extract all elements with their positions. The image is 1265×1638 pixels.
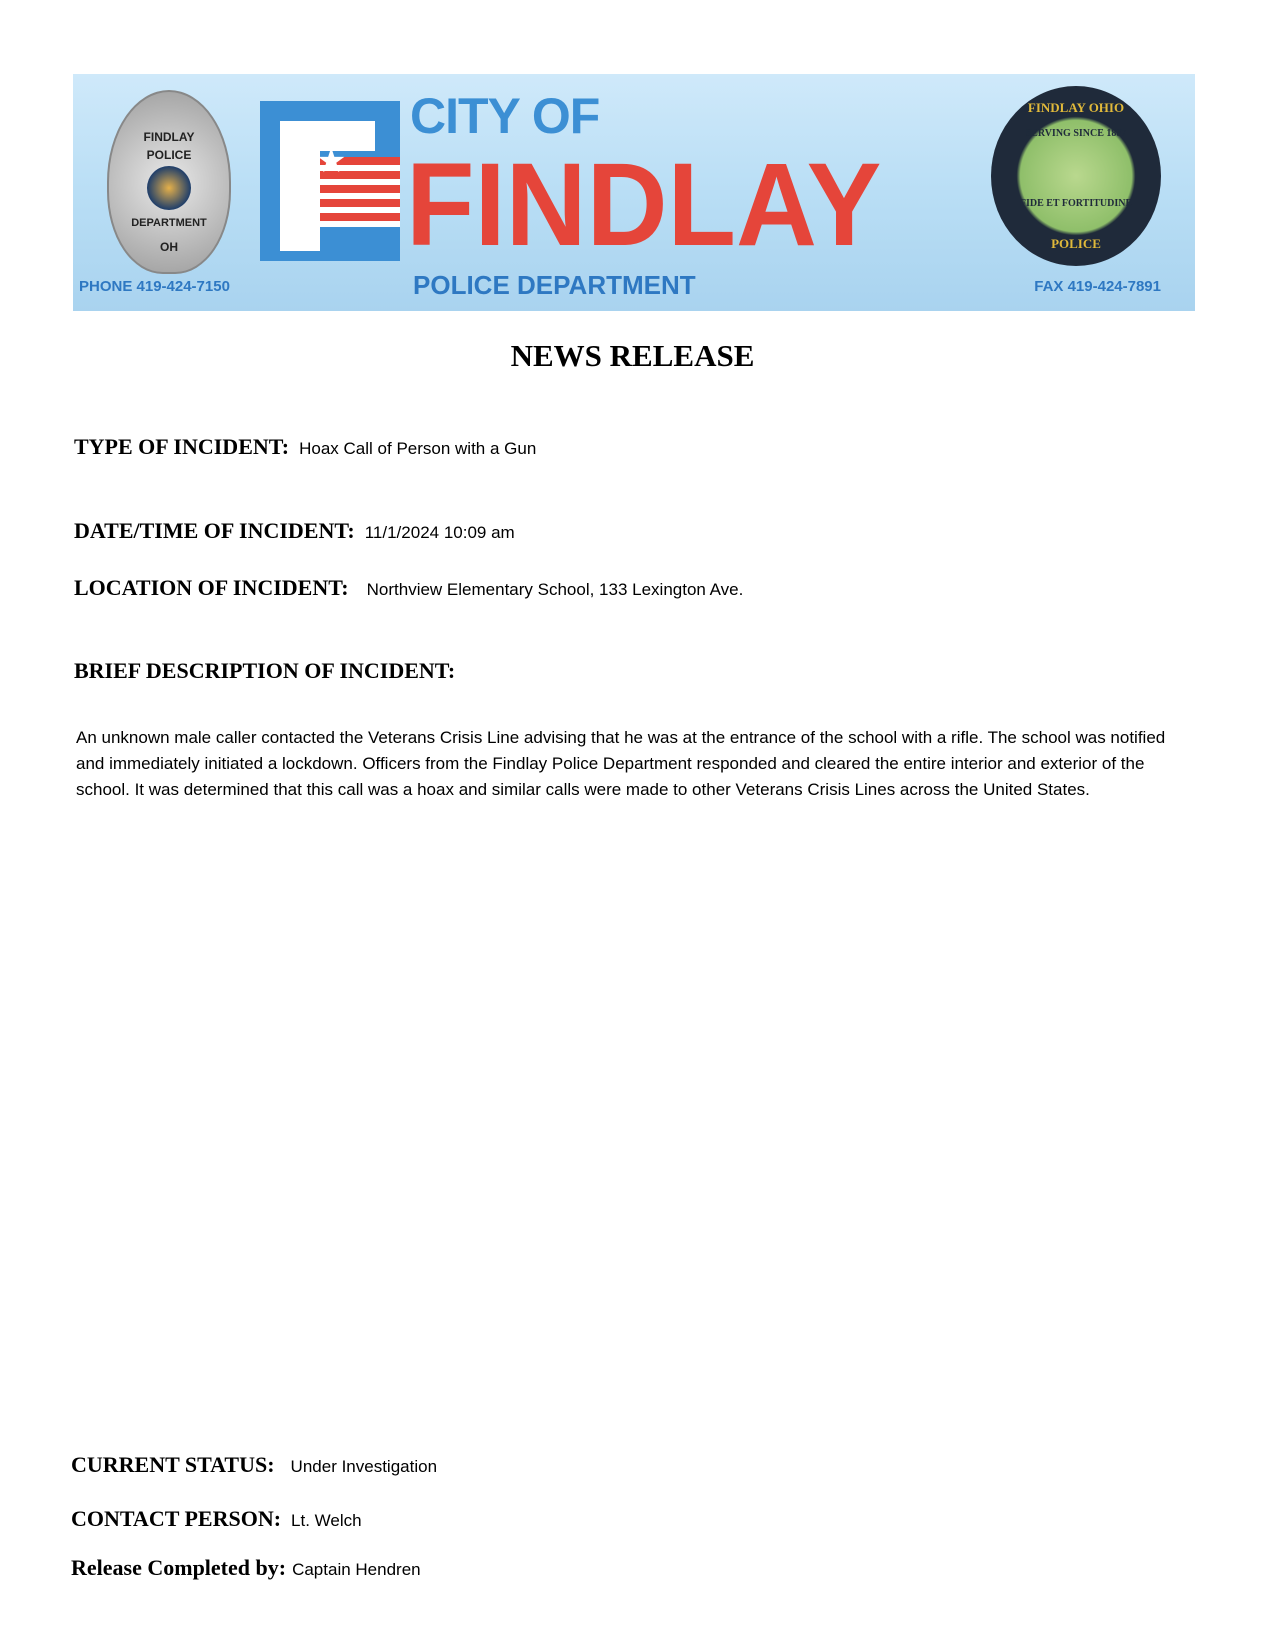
patch-text: SERVING SINCE 1887 <box>1025 128 1127 139</box>
police-badge-logo <box>107 90 231 274</box>
current-status-row <box>71 1452 437 1478</box>
city-f-flag-logo: ★ <box>260 101 400 261</box>
datetime-row <box>74 518 515 544</box>
contact-person-row <box>71 1506 362 1532</box>
fax-number: FAX 419-424-7891 <box>1034 278 1161 295</box>
badge-text: DEPARTMENT <box>131 217 207 229</box>
ohio-seal-icon <box>147 166 191 210</box>
field-label: TYPE OF INCIDENT: <box>74 434 290 459</box>
field-label: DATE/TIME OF INCIDENT: <box>74 518 355 543</box>
brief-description-heading <box>74 658 455 684</box>
patch-text: FINDLAY OHIO <box>1027 100 1125 115</box>
badge-text: FINDLAY <box>143 130 195 144</box>
badge-text: POLICE <box>146 148 192 162</box>
field-label: LOCATION OF INCIDENT: <box>74 575 349 600</box>
findlay-wordmark: FINDLAY <box>406 139 882 271</box>
field-value: 11/1/2024 10:09 am <box>364 523 515 542</box>
field-value: Lt. Welch <box>291 1511 362 1530</box>
field-label: BRIEF DESCRIPTION OF INCIDENT: <box>74 658 456 683</box>
city-of-text: CITY OF <box>410 88 600 144</box>
field-label: Release Completed by: <box>71 1555 287 1580</box>
field-label: CURRENT STATUS: <box>71 1452 275 1477</box>
type-of-incident-row <box>74 434 536 460</box>
patch-text: FIDE ET FORTITUDINE <box>1019 198 1133 209</box>
police-patch-logo <box>991 86 1161 266</box>
field-value: Hoax Call of Person with a Gun <box>299 439 537 458</box>
location-row <box>74 575 743 601</box>
badge-text: OH <box>160 240 178 254</box>
phone-number: PHONE 419-424-7150 <box>79 278 230 295</box>
field-value: Northview Elementary School, 133 Lexington Ave. <box>366 580 744 599</box>
page-title: NEWS RELEASE <box>510 338 755 373</box>
patch-text: POLICE <box>1051 236 1101 251</box>
release-completed-row <box>71 1555 421 1581</box>
field-label: CONTACT PERSON: <box>71 1506 282 1531</box>
field-value: Under Investigation <box>290 1457 438 1476</box>
police-department-text: POLICE DEPARTMENT <box>413 270 696 300</box>
letterhead-banner <box>73 74 1195 311</box>
incident-description: An unknown male caller contacted the Veterans Crisis Line advising that he was at the entrance of the school with a rifle. The school was notified and immediately initiated a lockdown. Officers from the Findlay Police Department responded and cleared the entire interior and exterior of the school. It was determined that this call was a hoax and similar calls were made to other Veterans Crisis Lines across the United States. <box>76 728 1166 799</box>
field-value: Captain Hendren <box>292 1560 421 1579</box>
